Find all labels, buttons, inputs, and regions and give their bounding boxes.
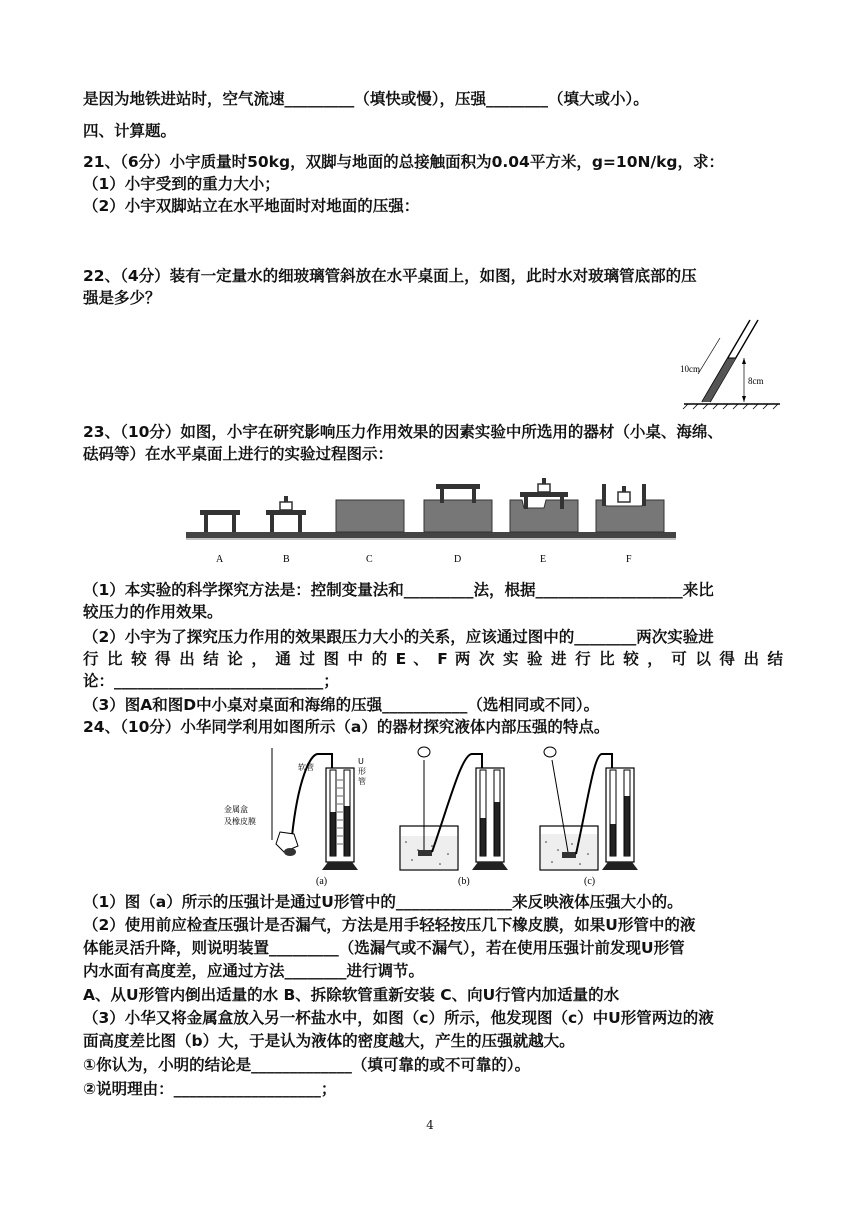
q23-part2-a: （2）小宇为了探究压力作用的效果跟压力大小的关系，应该通过图中的________两次实验进 — [83, 628, 714, 646]
q24-part3-b: 面高度差比图（b）大，于是认为液体的密度越大，产生的压强就越大。 — [83, 1032, 575, 1050]
label-A: A — [216, 554, 224, 565]
q24-part3-d: ②说明理由：___________________； — [83, 1080, 337, 1098]
tag-box-1: 金属盒 — [224, 805, 248, 814]
q24-part2-b: 体能灵活升降，则说明装置_________（选漏气或不漏气），若在使用压强计前发现U形管 — [83, 939, 685, 957]
label-F: F — [626, 554, 632, 565]
q22-stem-1: 22、（4分）装有一定量水的细玻璃管斜放在水平桌面上，如图，此时水对玻璃管底部的压 — [83, 267, 697, 285]
q24-part3-a: （3）小华又将金属盒放入另一杯盐水中，如图（c）所示，他发现图（c）中U形管两边的液 — [83, 1009, 714, 1027]
label-C: C — [366, 554, 373, 565]
q21-stem: 21、（6分）小宇质量时50kg，双脚与地面的总接触面积为0.04平方米，g=10N/kg，求： — [83, 153, 725, 171]
tag-u-2: 形 — [358, 767, 366, 776]
q23-part1-b: 较压力的作用效果。 — [83, 603, 223, 621]
tag-u-1: U — [358, 757, 364, 766]
tag-u-3: 管 — [358, 777, 366, 786]
q22-tilted-tube-figure — [676, 318, 786, 410]
section-4-heading: 四、计算题。 — [83, 122, 177, 140]
q23-experiment-figure — [186, 474, 676, 570]
q24-part3-c: ①你认为，小明的结论是_____________（填可靠的或不可靠的）。 — [83, 1056, 531, 1074]
q22-length-label: 10cm — [680, 364, 700, 374]
q23-part2-b: 行 比 较 得 出 结 论 ， 通 过 图 中 的 E 、 F 两 次 实 验 进 行 比 较 ， 可 以 得 出 结 — [83, 650, 783, 668]
label-B: B — [283, 554, 290, 565]
q24-part1: （1）图（a）所示的压强计是通过U形管中的_______________来反映液体压强大小的。 — [83, 893, 683, 911]
q21-part1: （1）小宇受到的重力大小； — [83, 175, 280, 193]
label-E: E — [540, 554, 547, 565]
q22-stem-2: 强是多少？ — [83, 289, 161, 307]
q23-part1-a: （1）本实验的科学探究方法是：控制变量法和_________法，根据___________________来比 — [83, 581, 714, 599]
tag-hose: 软管 — [298, 763, 314, 772]
label-c: (c) — [584, 876, 596, 887]
q22-height-label: 8cm — [748, 376, 764, 386]
q23-stem-2: 砝码等）在水平桌面上进行的实验过程图示： — [83, 445, 394, 463]
q24-part2-a: （2）使用前应检查压强计是否漏气，方法是用手轻轻按压几下橡皮膜，如果U形管中的液 — [83, 916, 696, 934]
label-a: (a) — [316, 876, 328, 887]
label-b: (b) — [458, 876, 470, 887]
q20-tail: 是因为地铁进站时，空气流速_________（填快或慢），压强________（填大或小）。 — [83, 90, 649, 108]
label-D: D — [454, 554, 462, 565]
q23-part3: （3）图A和图D中小桌对桌面和海绵的压强___________（选相同或不同）。 — [83, 696, 600, 714]
q24-pressure-gauge-figure — [222, 740, 642, 890]
tag-box-2: 及橡皮膜 — [224, 817, 256, 826]
q23-stem-1: 23、（10分）如图，小宇在研究影响压力作用效果的因素实验中所选用的器材（小桌、海绵、 — [83, 423, 723, 441]
q21-part2: （2）小宇双脚站立在水平地面时对地面的压强： — [83, 197, 420, 215]
q23-part2-c: 论：___________________________； — [83, 672, 339, 690]
q24-part2-c: 内水面有高度差，应通过方法________进行调节。 — [83, 962, 425, 980]
q24-options: A、从U形管内倒出适量的水 B、拆除软管重新安装 C、向U行管内加适量的水 — [83, 986, 620, 1004]
q24-stem: 24、（10分）小华同学利用如图所示（a）的器材探究液体内部压强的特点。 — [83, 718, 610, 736]
page-number: 4 — [426, 1118, 434, 1132]
